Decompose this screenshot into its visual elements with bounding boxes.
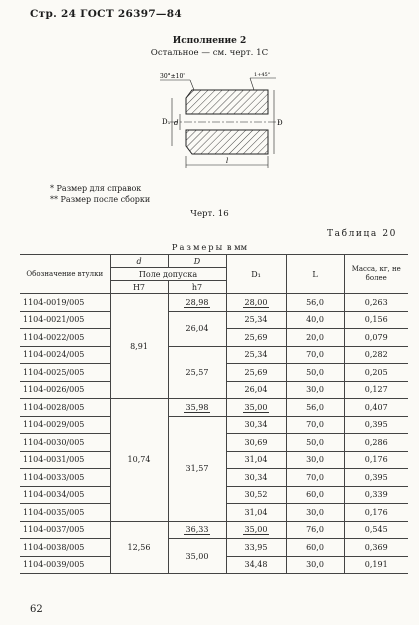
D-group-cell: 31,57 — [168, 416, 226, 521]
footnote-reference: * Размер для справок — [50, 184, 142, 193]
table-row: 1104-0034/005 30,52 60,0 0,339 — [20, 486, 408, 504]
footnotes — [50, 183, 150, 205]
header-mass: Масса, кг, не более — [344, 255, 408, 294]
table-row: 1104-0025/005 25,69 50,0 0,205 — [20, 364, 408, 382]
table-row: 1104-0024/005 25,57 25,34 70,0 0,282 — [20, 346, 408, 364]
header-d: d — [110, 255, 168, 268]
table-row: 1104-0019/005 8,91 28,98 28,00 56,0 0,263 — [20, 294, 408, 312]
table-row: 1104-0029/005 31,57 30,34 70,0 0,395 — [20, 416, 408, 434]
bushing-drawing — [150, 70, 300, 182]
D-group-cell: 35,98 — [168, 399, 226, 417]
page-header: Стр. 24 ГОСТ 26397—84 — [30, 8, 182, 20]
header-D: D — [168, 255, 226, 268]
D-group-cell: 35,00 — [168, 539, 226, 574]
table-row: 1104-0031/005 31,04 30,0 0,176 — [20, 451, 408, 469]
D-group-cell: 36,33 — [168, 521, 226, 539]
figure-caption: Черт. 16 — [190, 209, 229, 219]
bushing-table — [20, 254, 408, 574]
table-row: 1104-0022/005 25,69 20,0 0,079 — [20, 329, 408, 347]
d-group-cell: 10,74 — [110, 399, 168, 522]
table-label: Таблица 20 — [327, 229, 397, 239]
D-group-cell: 25,57 — [168, 346, 226, 399]
table-row: 1104-0028/005 10,74 35,98 35,00 56,0 0,407 — [20, 399, 408, 417]
d1-dimension-label: D₁ — [162, 118, 171, 126]
angle-dimension: 30°±10' — [160, 73, 185, 80]
sizes-caption-unit: в мм — [226, 242, 248, 252]
d-group-cell: 12,56 — [110, 521, 168, 574]
d-dimension-label: d — [174, 119, 179, 127]
d-group-cell: 8,91 — [110, 294, 168, 399]
D-dimension-label: D — [277, 119, 283, 127]
header-tol-h7: h7 — [168, 281, 226, 294]
header-designation: Обозначение втулки — [20, 255, 110, 294]
sizes-caption — [0, 242, 419, 252]
header-tol-H7: H7 — [110, 281, 168, 294]
footnote-after-assembly: ** Размер после сборки — [50, 195, 151, 204]
header-D1: D₁ — [226, 255, 286, 294]
page-number: 62 — [30, 604, 43, 615]
table-row: 1104-0033/005 30,34 70,0 0,395 — [20, 469, 408, 487]
sizes-caption-main: Размеры — [171, 242, 225, 252]
D-group-cell: 26,04 — [168, 311, 226, 346]
table-row: 1104-0030/005 30,69 50,0 0,286 — [20, 434, 408, 452]
variant-subtitle: Остальное — см. черт. 1С — [150, 48, 269, 58]
header-L: L — [286, 255, 344, 294]
table-row: 1104-0038/005 35,00 33,95 60,0 0,369 — [20, 539, 408, 557]
lower-wall-hatch — [186, 130, 268, 154]
upper-wall-hatch — [186, 90, 268, 114]
variant-title: Исполнение 2 — [172, 36, 247, 46]
D-group-cell: 28,98 — [168, 294, 226, 312]
header-tolerance-field: Поле допуска — [110, 268, 226, 281]
table-row: 1104-0039/005 34,48 30,0 0,191 — [20, 556, 408, 574]
table-row: 1104-0026/005 26,04 30,0 0,127 — [20, 381, 408, 399]
chamfer-dimension: 1+45° — [254, 72, 271, 78]
table-row: 1104-0035/005 31,04 30,0 0,176 — [20, 504, 408, 522]
table-row: 1104-0037/005 12,56 36,33 35,00 76,0 0,545 — [20, 521, 408, 539]
length-dimension-label: l — [226, 157, 229, 165]
table-row: 1104-0021/005 26,04 25,34 40,0 0,156 — [20, 311, 408, 329]
